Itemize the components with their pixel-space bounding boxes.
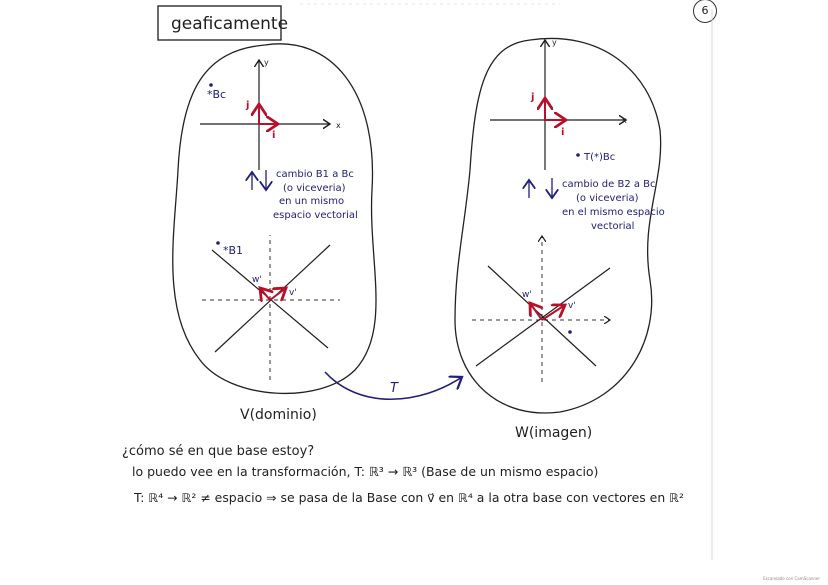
domain-i-label: i — [272, 130, 276, 141]
domain-j-label: j — [246, 100, 250, 111]
note-line-1: lo puedo vee en la transformación, T: ℝ³ → ℝ³ (Base de un mismo espacio) — [132, 464, 599, 479]
image-change-line-1: cambio de B2 a Bc — [562, 179, 656, 190]
domain-y-label: y — [264, 58, 269, 67]
image-i-label: i — [561, 127, 565, 138]
domain-w-label: w' — [252, 275, 262, 285]
image-label: W(imagen) — [515, 425, 593, 441]
image-y-label: y — [552, 38, 557, 47]
image-top-point-label: T(*)Bc — [584, 152, 616, 163]
image-blob — [455, 38, 665, 413]
image-j-label: j — [531, 92, 535, 103]
image-x-label: x — [622, 116, 627, 125]
image-v-label: v' — [568, 301, 576, 311]
domain-blob — [173, 44, 376, 394]
image-w-label: w' — [522, 290, 532, 300]
image-change-line-4: vectorial — [591, 221, 635, 232]
title-box — [158, 6, 288, 40]
domain-change-line-1: cambio B1 a Bc — [276, 169, 354, 180]
domain-change-line-4: espacio vectorial — [273, 210, 358, 221]
map-label: T — [390, 381, 398, 396]
note-line-2: T: ℝ⁴ → ℝ² ≠ espacio ⇒ se pasa de la Base con v⃗ en ℝ⁴ a la otra base con vectores en ℝ² — [132, 491, 685, 505]
domain-x-label: x — [336, 121, 341, 130]
domain-change-line-2: (o viceveria) — [283, 183, 346, 194]
domain-change-line-3: en un mismo — [279, 196, 345, 207]
domain-bottom-point-label: *B1 — [223, 244, 244, 257]
domain-top-point-label: *Bc — [207, 88, 227, 101]
image-change-line-2: (o viceveria) — [576, 193, 639, 204]
image-change-line-3: en el mismo espacio — [562, 207, 665, 218]
note-question: ¿cómo sé en que base estoy? — [122, 444, 315, 459]
scanner-footer: Escaneado con CamScanner — [763, 576, 820, 581]
domain-label: V(dominio) — [240, 407, 317, 423]
domain-v-label: v' — [289, 288, 297, 298]
page-number: 6 — [693, 0, 717, 23]
page-title: geaficamente — [171, 14, 289, 34]
